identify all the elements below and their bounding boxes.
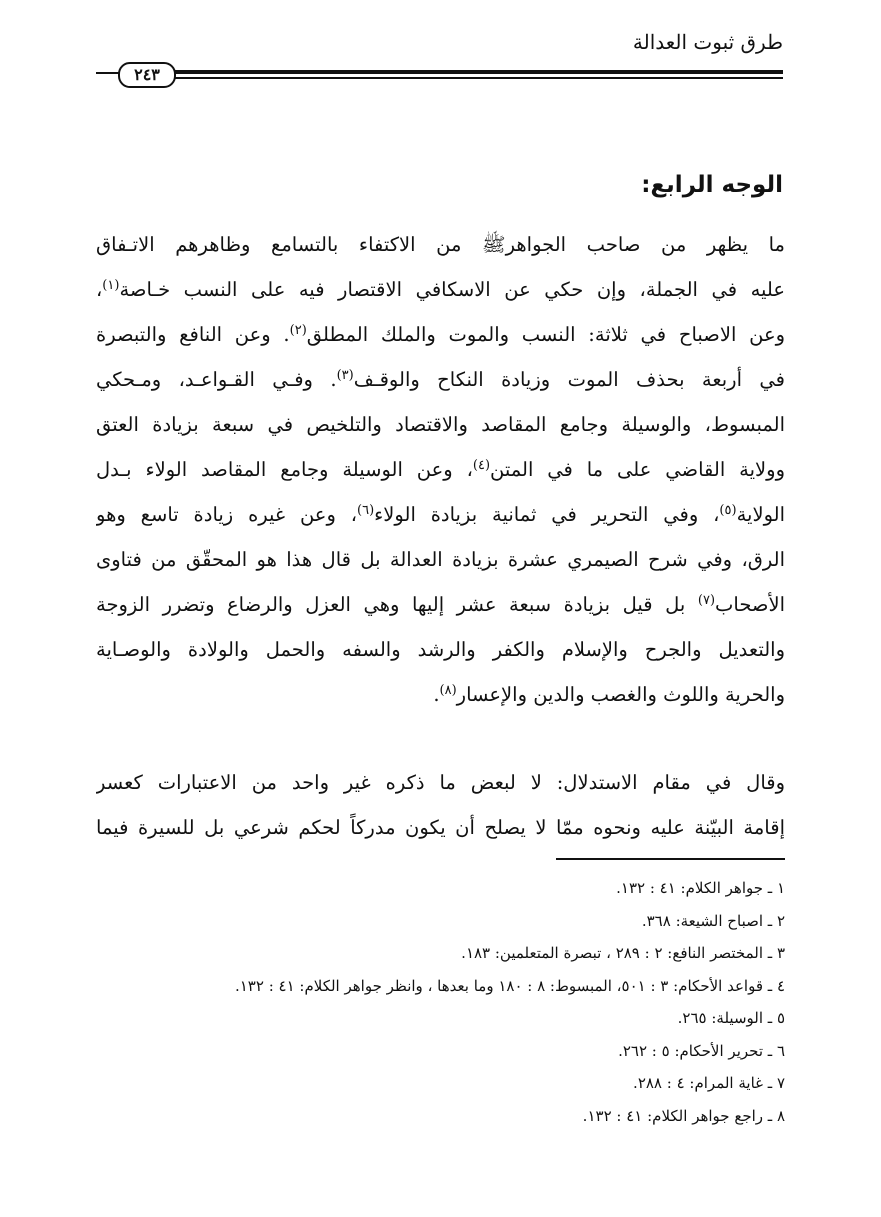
running-title: طرق ثبوت العدالة: [632, 30, 783, 54]
footnote: ٨ ـ راجع جواهر الكلام: ٤١ : ١٣٢.: [582, 1106, 785, 1125]
footnote-marker: (٨): [439, 683, 457, 698]
text-line: الولاية$^{(٥)}$، وفي التحرير في ثمانية بزيادة الولاء$^{(٦)}$، وعن غيره زيادة تاسع وهو: [96, 503, 785, 526]
footnote-marker: (٢): [289, 323, 307, 338]
footnote: ١ ـ جواهر الكلام: ٤١ : ١٣٢.: [616, 879, 785, 897]
text-line: عليه في الجملة، وإن حكي عن الاسكافي الاقتصار فيه على النسب خـاصة$^{(١)}$،: [96, 278, 785, 301]
header-rule-thick: [168, 70, 783, 74]
text-line: والتعديل والجرح والإسلام والكفر والرشد والسفه والحمل والولادة والوصـاية: [96, 638, 785, 661]
text-line: الأصحاب$^{(٧)}$ بل قيل بزيادة سبعة عشر إليها وهي العزل والرضاع وتضرر الزوجة: [96, 593, 785, 616]
footnote-marker: (٥): [719, 503, 737, 518]
footnote-marker: (٦): [357, 503, 375, 518]
text-line: ما يظهر من صاحب الجواهرﷺ من الاكتفاء بالتسامع وظاهرهم الاتـفاق: [96, 233, 785, 256]
footnote: ٢ ـ اصباح الشيعة: ٣٦٨.: [641, 911, 785, 930]
header-rule-thin: [168, 77, 783, 79]
text-line: وقال في مقام الاستدلال: لا لبعض ما ذكره غير واحد من الاعتبارات كعسر: [96, 771, 785, 794]
page-number: ٢٤٣: [118, 62, 176, 88]
footnote-separator: [556, 858, 785, 860]
footnote-marker: (١): [102, 278, 120, 293]
text-line: والحرية واللوث والغصب والدين والإعسار$^{(٨)}$.: [433, 683, 785, 706]
footnote-marker: (٤): [472, 458, 491, 473]
footnote: ٤ ـ قواعد الأحكام: ٣ : ٥٠١، المبسوط: ٨ : ١٨٠ وما بعدها ، وانظر جواهر الكلام: ٤١ : ١٣٢.: [234, 976, 785, 995]
footnote: ٥ ـ الوسيلة: ٢٦٥.: [677, 1009, 785, 1027]
section-heading: الوجه الرابع:: [641, 172, 783, 198]
text-line: الرق، وفي شرح الصيمري عشرة بزيادة العدالة بل قال هذا هو المحقّق من فتاوى: [96, 548, 785, 571]
paragraph-1: [96, 222, 785, 717]
text-line: إقامة البيّنة عليه ونحوه ممّا لا يصلح أن يكون مدركاً لحكم شرعي بل للسيرة فيما: [96, 816, 785, 839]
footnote-marker: (٧): [697, 593, 716, 608]
footnote: ٧ ـ غاية المرام: ٤ : ٢٨٨.: [633, 1074, 785, 1092]
footnote: ٣ ـ المختصر النافع: ٢ : ٢٨٩ ، تبصرة المتعلمين: ١٨٣.: [461, 944, 785, 962]
text-line: المبسوط، والوسيلة وجامع المقاصد والاقتصاد والتلخيص في سبعة بزيادة العتق: [96, 413, 785, 436]
text-line: في أربعة بحذف الموت وزيادة النكاح والوقـف$^{(٣)}$. وفـي القـواعـد، ومـحكي: [96, 368, 785, 391]
text-line: وعن الاصباح في ثلاثة: النسب والموت والملك المطلق$^{(٢)}$. وعن النافع والتبصرة: [96, 323, 785, 346]
text-line: وولاية القاضي على ما في المتن$^{(٤)}$، وعن الوسيلة وجامع المقاصد الولاء بـدل: [96, 458, 785, 481]
footnote: ٦ ـ تحرير الأحكام: ٥ : ٢٦٢.: [618, 1041, 785, 1060]
paragraph-2: [96, 760, 785, 850]
footnotes: [85, 872, 785, 1132]
footnote-marker: (٣): [336, 368, 354, 383]
